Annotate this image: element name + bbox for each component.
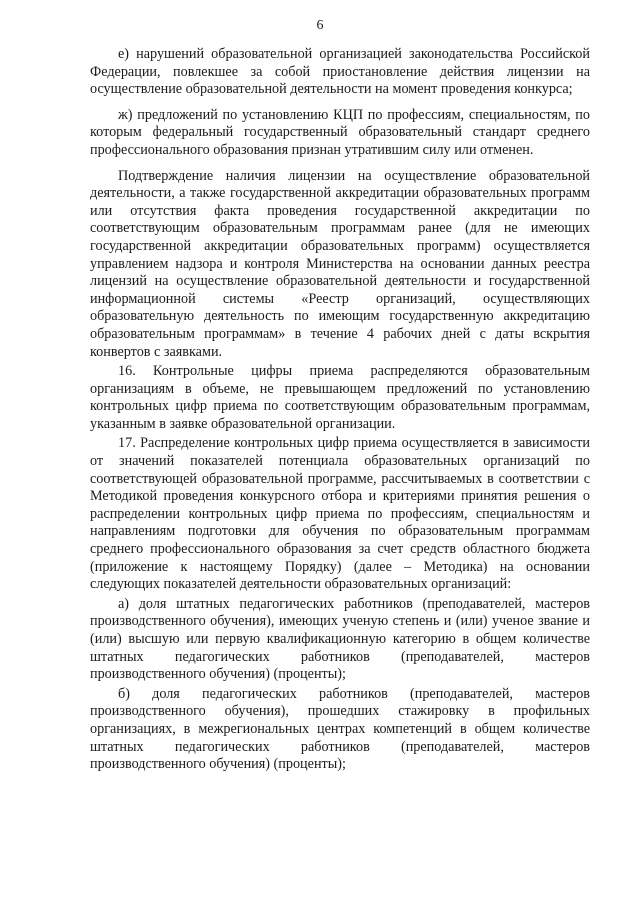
paragraph-item-b: б) доля педагогических работников (преподавателей, мастеров производственного обучения), прошедших стажировку в профильных организациях, в межрегиональных центрах компетенций в общем количестве штатных педагогических работников (преподавателей, мастеров производственного обучения) (проценты); [90, 685, 590, 773]
paragraph-item-zh: ж) предложений по установлению КЦП по профессиям, специальностям, по которым федеральный государственный образовательный стандарт среднего профессионального образования признан утратившим силу или отменен. [90, 106, 590, 158]
paragraph-item-e: е) нарушений образовательной организацией законодательства Российской Федерации, повлекшее за собой приостановление действия лицензии на осуществление образовательной деятельности на момент проведения конкурса; [90, 46, 590, 98]
page-number: 6 [316, 18, 324, 33]
body-text [90, 46, 590, 776]
paragraph-16: 16. Контрольные цифры приема распределяются образовательным организациям в объеме, не превышающем предложений по установлению контрольных цифр приема по соответствующим образовательным программам, указанным в заявке образовательной организации. [90, 363, 590, 432]
paragraph-17: 17. Распределение контрольных цифр приема осуществляется в зависимости от значений показателей потенциала образовательных организаций по соответствующей образовательной программе, рассчитываемых в соответствии с Методикой проведения конкурсного отбора и критериями принятия решения о распределении контрольных цифр приема по профессиям, специальностям и направлениям подготовки для обучения по образовательным программам среднего профессионального образования за счет средств областного бюджета (приложение к настоящему Порядку) (далее – Методика) на основании следующих показателей деятельности образовательных организаций: [90, 435, 590, 593]
paragraph-item-a: а) доля штатных педагогических работников (преподавателей, мастеров производственного обучения), имеющих ученую степень и (или) ученое звание и (или) высшую или первую квалификационную категорию в общем количестве штатных педагогических работников (преподавателей, мастеров производственного обучения) (проценты); [90, 595, 590, 683]
paragraph-license-confirmation: Подтверждение наличия лицензии на осуществление образовательной деятельности, а также государственной аккредитации образовательных программ или отсутствия факта проведения государственной аккредитации по соответствующим образовательным программам ранее (для не имеющих государственной аккредитации образовательных программ) осуществляется управлением надзора и контроля Министерства на основании данных реестра лицензий на осуществление образовательной деятельности и государственной информационной системы «Реестр организаций, осуществляющих образовательную деятельность по имеющим государственную аккредитацию образовательным программам» в течение 4 рабочих дней с даты вскрытия конвертов с заявками. [90, 167, 590, 360]
